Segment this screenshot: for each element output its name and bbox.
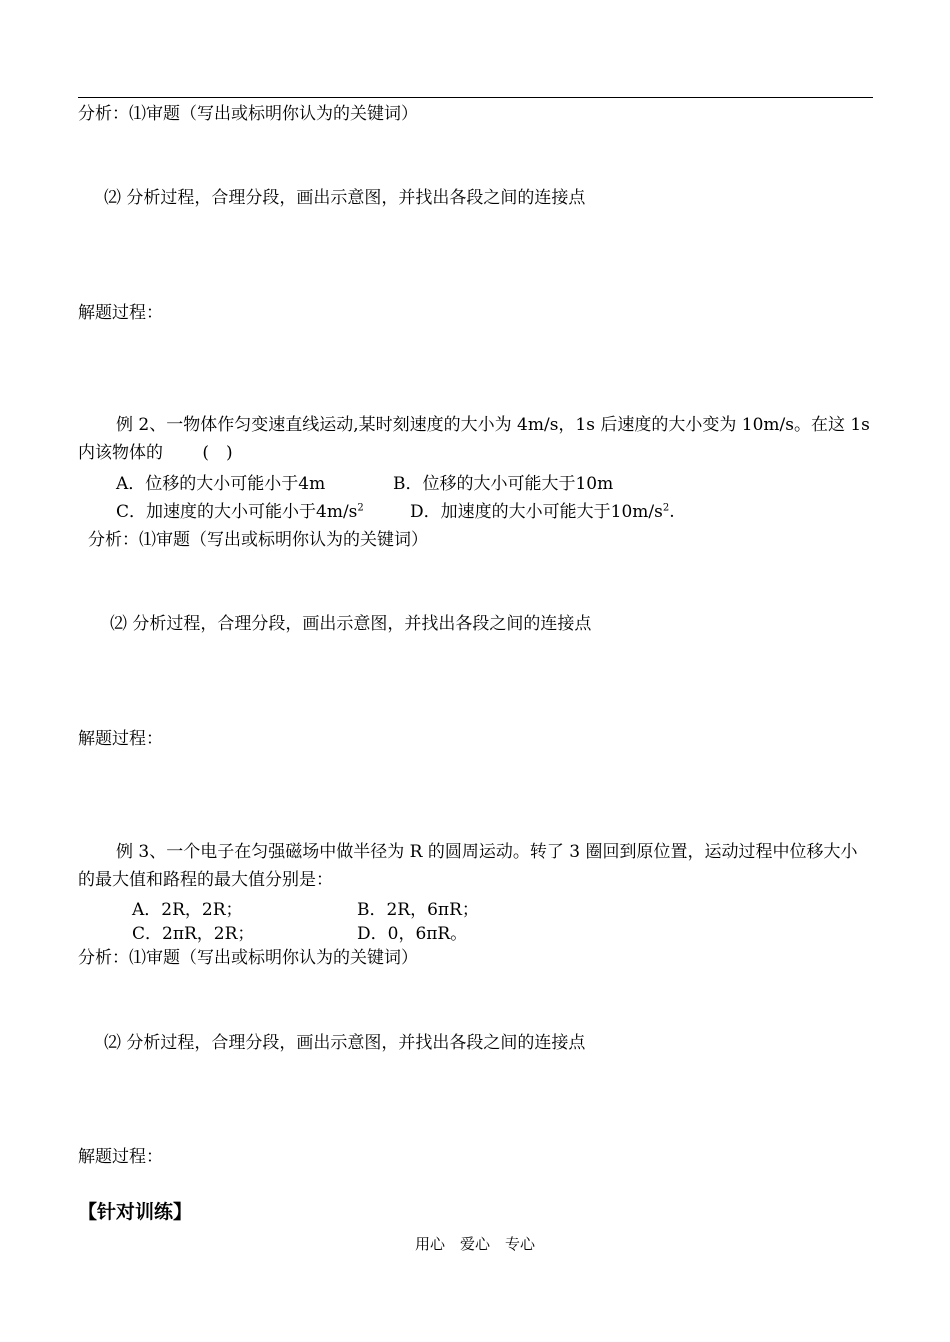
option-d-exponent: 2	[662, 502, 670, 514]
option-d-period: .	[669, 502, 675, 522]
example2-option-a: A．位移的大小可能小于4m	[116, 474, 326, 494]
example3-option-d: D．0，6πR。	[357, 924, 468, 944]
example2-option-d	[410, 501, 675, 523]
analysis-step1: 分析：⑴审题（写出或标明你认为的关键词）	[78, 948, 418, 968]
header-rule	[78, 97, 873, 98]
example2-option-b: B．位移的大小可能大于10m	[393, 474, 614, 494]
example3-stem: 例 3、一个电子在匀强磁场中做半径为 R 的圆周运动。转了 3 圈回到原位置，运动过程中位移大小的最大值和路程的最大值分别是：	[78, 842, 858, 890]
analysis-step2: ⑵ 分析过程，合理分段，画出示意图，并找出各段之间的连接点	[104, 1033, 586, 1053]
example2-option-c	[116, 501, 364, 523]
solution-label: 解题过程：	[78, 1147, 163, 1167]
analysis-step2: ⑵ 分析过程，合理分段，画出示意图，并找出各段之间的连接点	[104, 188, 586, 208]
option-d-text: D．加速度的大小可能大于10m/s	[410, 502, 663, 522]
solution-label: 解题过程：	[78, 729, 163, 749]
example3-option-c: C．2πR，2R；	[132, 924, 255, 944]
solution-label: 解题过程：	[78, 303, 163, 323]
analysis-step1: 分析：⑴审题（写出或标明你认为的关键词）	[88, 530, 428, 550]
option-c-text: C．加速度的大小可能小于4m/s	[116, 502, 358, 522]
analysis-step1: 分析：⑴审题（写出或标明你认为的关键词）	[78, 104, 418, 124]
page-footer: 用心 爱心 专心	[414, 1235, 535, 1253]
section-heading: 【针对训练】	[78, 1201, 193, 1223]
option-c-exponent: 2	[357, 502, 364, 514]
example3-option-b: B．2R，6πR；	[357, 900, 479, 920]
analysis-step2: ⑵ 分析过程，合理分段，画出示意图，并找出各段之间的连接点	[110, 614, 592, 634]
example3-option-a: A．2R，2R；	[132, 900, 243, 920]
example2-stem: 例 2、一物体作匀变速直线运动,某时刻速度的大小为 4m/s，1s 后速度的大小变为 10m/s。在这 1s 内该物体的 ( )	[78, 415, 870, 463]
